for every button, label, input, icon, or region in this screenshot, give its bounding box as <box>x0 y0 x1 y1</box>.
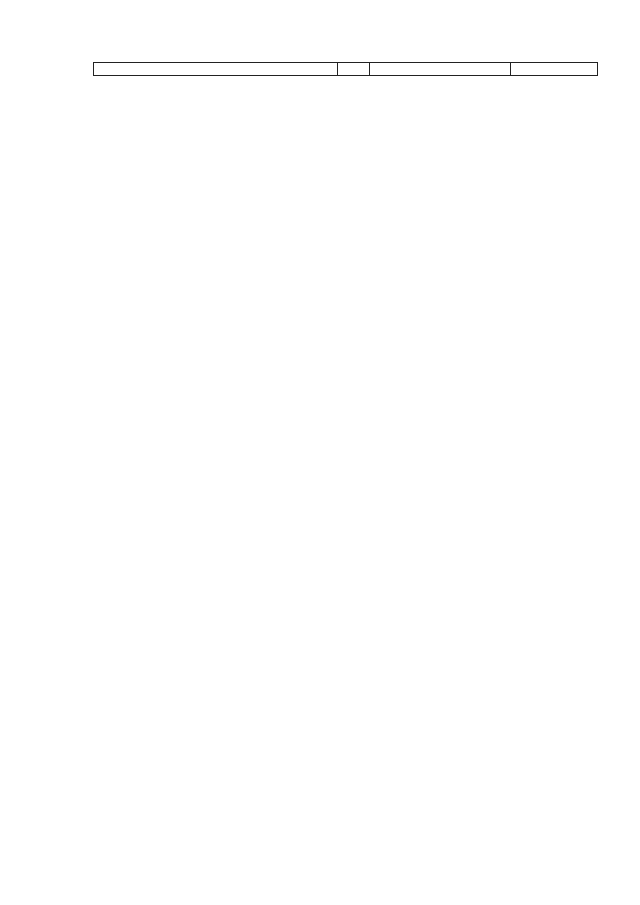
column-header-3 <box>370 63 511 75</box>
column-header-4 <box>511 63 597 75</box>
table-header <box>93 62 598 76</box>
column-header-1 <box>94 63 338 75</box>
column-header-2 <box>338 63 370 75</box>
